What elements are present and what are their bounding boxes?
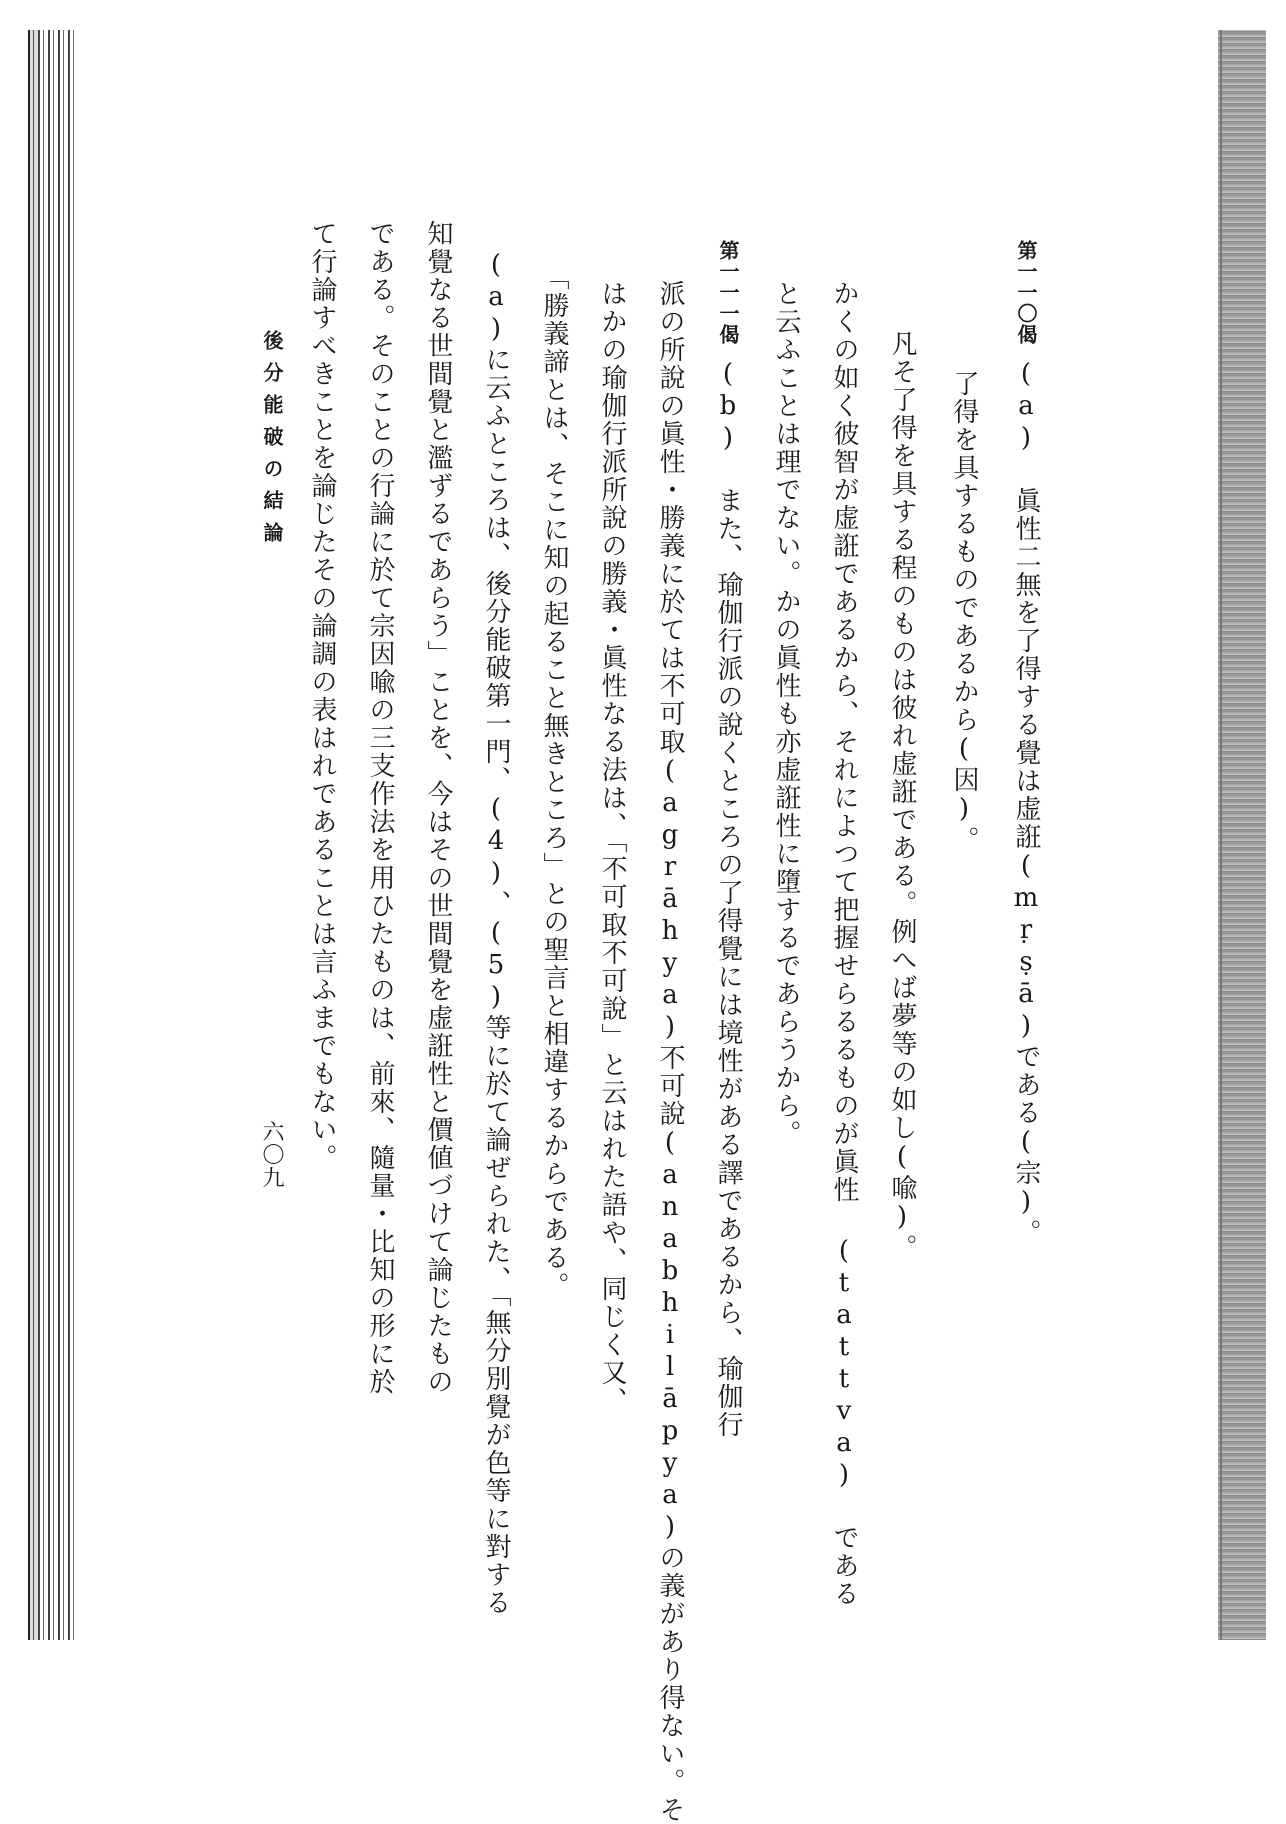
verse-111-line-3: はかの瑜伽行派所說の勝義・眞性なる法は、「不可取不可說」と云はれた語や、同じく又、 [597, 280, 627, 1415]
verse-111-first-line: (b) また、瑜伽行派の說くところの了得覺には境性がある譯であるから、瑜伽行 [713, 359, 743, 1439]
verse-111-line-1 [710, 240, 746, 1439]
verse-111-line-4: 「勝義諦とは、そこに知の起ること無きところ」との聖言と相違するからである。 [539, 264, 569, 1300]
page-edge-line [1220, 30, 1222, 1640]
verse-110-line-3: 凡そ了得を具する程のものは彼れ虚誑である。例へば夢等の如し(喩)。 [887, 330, 917, 1262]
verse-110-line-1 [1008, 240, 1044, 1247]
binding-edge [28, 30, 78, 1640]
verse-111-heading: 第一一一偈 [716, 240, 740, 345]
commentary-line-2: 知覺なる世間覺と濫ずるであらう」ことを、今はその世間覺を虚誑性と價値づけて論じたもの [423, 220, 453, 1396]
page-number: 六〇九 [259, 1120, 284, 1189]
commentary-line-1: (a)に云ふところは、後分能破第一門、(4)、(5)等に於て論ぜられた、「無分別覺が色等に對する [481, 250, 511, 1617]
verse-110-line-4: かくの如く彼智が虚誑であるから、それによつて把握せらるるものが眞性 (tattva) である [829, 280, 859, 1608]
verse-110-first-line: (a) 眞性二無を了得する覺は虚誑(mṛṣā)である(宗)。 [1011, 359, 1041, 1247]
verse-110-heading: 第一一〇偈 [1014, 240, 1038, 345]
verse-110-line-5: と云ふことは理でない。かの眞性も亦虚誑性に墮するであらうから。 [771, 280, 801, 1148]
verse-111-line-2: 派の所說の眞性・勝義に於ては不可取(agrāhya)不可說(anabhilāpya)の義があり得ない。そ [655, 280, 685, 1824]
commentary-line-4: て行論すべきことを論じたその論調の表はれであることは言ふまでもない。 [307, 220, 337, 1172]
verse-110-line-2: 了得を具するものであるから(因)。 [949, 370, 979, 854]
commentary-line-3: である。そのことの行論に於て宗因喩の三支作法を用ひたものは、前來、隨量・比知の形に於 [365, 220, 395, 1396]
running-title: 後分能破の結論 [260, 330, 284, 554]
page-edge-right [1218, 30, 1266, 1640]
